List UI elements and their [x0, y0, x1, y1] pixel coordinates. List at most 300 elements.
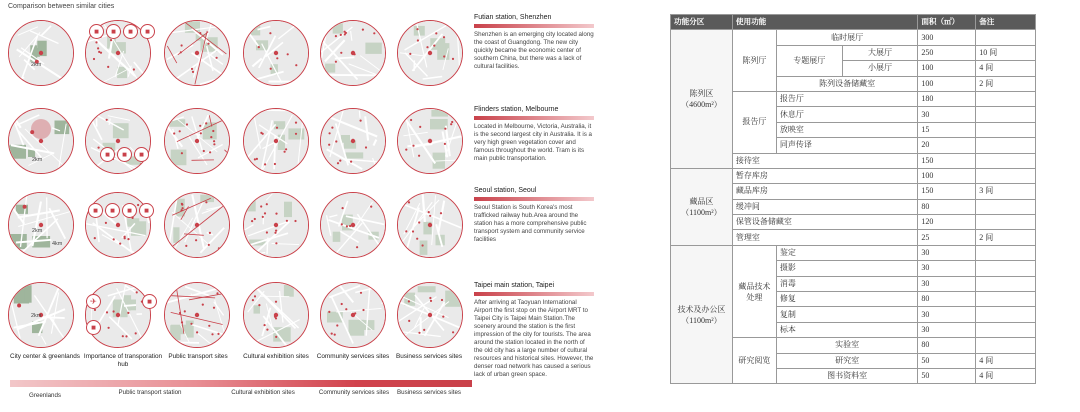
site-dot [216, 292, 218, 294]
area-cell: 250 [918, 45, 976, 60]
site-dot [195, 239, 197, 241]
station-marker [274, 139, 278, 143]
train-icon: ■ [89, 24, 104, 39]
site-dot [450, 123, 452, 125]
city-map [321, 109, 385, 173]
city-map [244, 193, 308, 257]
station-marker [39, 51, 43, 55]
site-dot [133, 68, 135, 70]
site-dot [275, 242, 277, 244]
site-dot [199, 32, 201, 34]
legend-label-greenlands: Greenlands [29, 392, 61, 399]
function-table [670, 14, 1036, 384]
site-dot [342, 207, 344, 209]
city-map-circle [8, 108, 74, 174]
green-patch [420, 241, 428, 255]
legend-label-cultural: Cultural exhibition sites [231, 389, 295, 396]
station-marker [351, 313, 355, 317]
city-block-taipei [474, 281, 594, 379]
area-cell: 300 [918, 30, 976, 45]
site-dot [276, 57, 278, 59]
site-dot [408, 320, 410, 322]
item-cell: 专题展厅 [776, 45, 842, 76]
subway-icon: ■ [122, 203, 137, 218]
site-dot [294, 220, 296, 222]
city-divider [474, 24, 594, 28]
city-map-circle [397, 20, 463, 86]
note-cell [976, 245, 1036, 260]
site-dot [270, 68, 272, 70]
site-dot [199, 125, 201, 127]
site-dot [140, 116, 142, 118]
city-divider [474, 116, 594, 120]
sub-cell: 暂存库房 [732, 168, 917, 183]
site-dot [127, 238, 129, 240]
site-dot [254, 158, 256, 160]
site-dot [136, 291, 138, 293]
green-patch [333, 232, 341, 242]
site-dot [185, 245, 187, 247]
site-dot [418, 155, 420, 157]
site-dot [256, 158, 258, 160]
site-dot [264, 163, 266, 165]
city-name: Taipei main station, Taipei [474, 282, 555, 289]
item-cell: 复制 [776, 307, 917, 322]
table-row [671, 30, 1036, 45]
area-cell: 100 [918, 61, 976, 76]
station-marker [274, 223, 278, 227]
item-cell: 临时展厅 [776, 30, 917, 45]
site-dot [209, 151, 211, 153]
site-dot [336, 324, 338, 326]
note-cell: 4 间 [976, 353, 1036, 368]
city-block-melbourne [474, 105, 594, 163]
site-dot [212, 130, 214, 132]
site-dot [110, 39, 112, 41]
site-dot [180, 51, 182, 53]
city-map-circle [85, 192, 151, 258]
station-marker [428, 313, 432, 317]
site-dot [412, 145, 414, 147]
city-map [165, 283, 229, 347]
site-dot [23, 205, 27, 209]
area-cell: 80 [918, 199, 976, 214]
site-dot [135, 332, 137, 334]
site-dot [181, 204, 183, 206]
road-line [124, 305, 136, 306]
site-dot [93, 58, 95, 60]
site-dot [408, 300, 410, 302]
site-dot [181, 44, 183, 46]
station-marker [39, 223, 43, 227]
city-divider [474, 197, 594, 201]
site-dot [452, 58, 454, 60]
site-dot [433, 45, 435, 47]
road-line [267, 238, 268, 255]
area-cell: 30 [918, 307, 976, 322]
item-cell: 放映室 [776, 122, 917, 137]
tram-icon: ■ [139, 203, 154, 218]
site-dot [441, 299, 443, 301]
site-dot [181, 209, 183, 211]
zone-area: （1100m²） [681, 207, 722, 217]
site-dot [275, 336, 277, 338]
green-patch [445, 291, 462, 307]
site-dot [295, 64, 297, 66]
zone-name: 技术及办公区 [677, 304, 726, 314]
site-dot [254, 295, 256, 297]
site-dot [213, 143, 215, 145]
station-marker [274, 51, 278, 55]
station-marker [195, 51, 199, 55]
distance-label: 2km [32, 228, 43, 234]
green-patch [170, 325, 180, 340]
site-dot [416, 28, 418, 30]
item-cell: 摄影 [776, 261, 917, 276]
station-marker [351, 223, 355, 227]
green-patch [203, 122, 217, 139]
green-patch [431, 110, 448, 117]
site-dot [208, 325, 210, 327]
site-dot [341, 303, 343, 305]
site-dot [443, 36, 445, 38]
site-dot [260, 205, 262, 207]
site-dot [328, 311, 330, 313]
city-map [398, 193, 462, 257]
city-map-circle [164, 192, 230, 258]
site-dot [113, 310, 115, 312]
site-dot [192, 71, 194, 73]
site-dot [329, 132, 331, 134]
site-dot [365, 146, 367, 148]
site-dot [252, 299, 254, 301]
site-dot [331, 127, 333, 129]
site-dot [105, 222, 107, 224]
site-dot [98, 51, 100, 53]
site-dot [418, 221, 420, 223]
site-dot [335, 140, 337, 142]
green-patch [284, 285, 294, 297]
column-label: Cultural exhibition sites [243, 353, 309, 360]
city-description: Located in Melbourne, Victoria, Australia, it is the second largest city in Australia. It is a very high green vegetation cover and famous throughout the world. Tram is its main public transportation. [474, 123, 592, 162]
station-marker [428, 51, 432, 55]
site-dot [266, 329, 268, 331]
site-dot [205, 201, 207, 203]
road-line [252, 110, 295, 111]
green-patch [284, 202, 292, 217]
area-cell: 150 [918, 153, 976, 168]
city-map [165, 109, 229, 173]
site-dot [405, 230, 407, 232]
site-dot [196, 331, 198, 333]
site-dot [209, 232, 211, 234]
city-map-circle [243, 192, 309, 258]
subway-icon: ■ [142, 294, 157, 309]
station-marker [351, 139, 355, 143]
area-cell: 30 [918, 322, 976, 337]
site-dot [124, 236, 126, 238]
city-map-circle [164, 20, 230, 86]
road-line [359, 111, 360, 118]
site-dot [95, 41, 97, 43]
green-patch [171, 150, 187, 166]
site-dot [276, 127, 278, 129]
city-description: Shenzhen is an emerging city located along the coast of Guangdong. The new city quickly became the economic center of southern China, but there was a lack of cultural facilities. [474, 31, 594, 70]
site-dot [106, 311, 108, 313]
note-cell: 2 间 [976, 230, 1036, 245]
sub-cell: 陈列厅 [732, 30, 776, 92]
note-cell: 3 间 [976, 184, 1036, 199]
site-dot [190, 323, 192, 325]
header-zone: 功能分区 [671, 15, 733, 30]
area-cell: 180 [918, 91, 976, 106]
train-icon: ■ [100, 147, 115, 162]
train-icon: ■ [88, 203, 103, 218]
city-map [398, 283, 462, 347]
site-dot [295, 133, 297, 135]
station-marker [428, 139, 432, 143]
legend-label-public-transport: Public transport station [118, 389, 182, 396]
city-map [321, 21, 385, 85]
column-label: Public transport sites [168, 353, 228, 360]
city-map-circle [320, 282, 386, 348]
header-function: 使用功能 [732, 15, 917, 30]
site-dot [203, 150, 205, 152]
distance-label: 2km [31, 313, 42, 319]
site-dot [127, 312, 129, 314]
station-marker [116, 223, 120, 227]
site-dot [426, 46, 428, 48]
station-marker [195, 223, 199, 227]
site-dot [360, 292, 362, 294]
city-map-circle [320, 108, 386, 174]
item-cell: 实验室 [776, 338, 917, 353]
site-dot [328, 144, 330, 146]
sub-cell: 藏品技术处理 [732, 245, 776, 337]
site-dot [113, 238, 115, 240]
station-marker [195, 139, 199, 143]
table-header-row [671, 15, 1036, 30]
city-map-circle [397, 192, 463, 258]
green-patch [200, 195, 214, 202]
note-cell: 10 间 [976, 45, 1036, 60]
table-row [671, 168, 1036, 183]
sub-cell: 研究阅览 [732, 338, 776, 384]
note-cell [976, 261, 1036, 276]
city-map [321, 283, 385, 347]
site-dot [410, 119, 412, 121]
train-icon: ■ [86, 320, 101, 335]
site-dot [269, 32, 271, 34]
distance-label: 2km [32, 157, 43, 163]
detail-cell: 大展厅 [842, 45, 918, 60]
area-cell: 100 [918, 76, 976, 91]
site-dot [181, 321, 183, 323]
city-map-circle [320, 192, 386, 258]
note-cell [976, 215, 1036, 230]
site-dot [428, 211, 430, 213]
note-cell [976, 276, 1036, 291]
site-dot [274, 232, 276, 234]
site-dot [443, 55, 445, 57]
city-map-circle [8, 20, 74, 86]
city-name: Futian station, Shenzhen [474, 14, 552, 21]
city-map [165, 21, 229, 85]
road-line [324, 283, 329, 293]
zone-cell [671, 168, 733, 245]
note-cell [976, 91, 1036, 106]
note-cell [976, 338, 1036, 353]
site-dot [440, 212, 442, 214]
station-marker [351, 51, 355, 55]
site-dot [362, 309, 364, 311]
area-cell: 150 [918, 184, 976, 199]
city-map [9, 193, 73, 257]
site-dot [179, 312, 181, 314]
site-dot [275, 230, 277, 232]
item-cell: 图书资料室 [776, 368, 917, 383]
site-dot [295, 122, 297, 124]
site-dot [122, 335, 124, 337]
city-map-circle [164, 108, 230, 174]
site-dot [429, 215, 431, 217]
city-map [9, 21, 73, 85]
site-dot [208, 244, 210, 246]
column-label: City center & greenlands [10, 353, 80, 360]
note-cell: 4 间 [976, 368, 1036, 383]
area-cell: 30 [918, 276, 976, 291]
city-map [321, 193, 385, 257]
city-map-circle [397, 282, 463, 348]
area-cell: 50 [918, 353, 976, 368]
site-dot [94, 309, 96, 311]
site-dot [340, 34, 342, 36]
area-cell: 80 [918, 292, 976, 307]
zone-area: （4600m²） [681, 100, 722, 110]
note-cell [976, 122, 1036, 137]
city-description: After arriving at Taoyuan International Airport the first stop on the Airport MRT to Taipei City is Taipei Main Station.The scenery around the station is the first impression of the city for tourists. The area around the station located in the north of the old city has a large number of cultural resources and historical sites. However, the denser road network has caused a serious lack of urban green space. [474, 299, 594, 378]
area-cell: 25 [918, 230, 976, 245]
site-dot [106, 119, 108, 121]
tram-icon: ■ [134, 147, 149, 162]
site-dot [202, 304, 204, 306]
note-cell: 4 间 [976, 61, 1036, 76]
note-cell [976, 168, 1036, 183]
site-dot [213, 140, 215, 142]
green-patch [173, 227, 179, 243]
bus-icon: ■ [117, 147, 132, 162]
site-dot [442, 316, 444, 318]
site-dot [416, 238, 418, 240]
site-dot [370, 206, 372, 208]
site-dot [337, 162, 339, 164]
site-dot [429, 297, 431, 299]
site-dot [435, 32, 437, 34]
sub-cell: 接待室 [732, 153, 917, 168]
site-dot [339, 160, 341, 162]
site-dot [266, 203, 268, 205]
area-cell: 120 [918, 215, 976, 230]
note-cell: 2 间 [976, 76, 1036, 91]
column-label: Business services sites [395, 353, 463, 360]
header-note: 备注 [976, 15, 1036, 30]
site-dot [451, 121, 453, 123]
green-patch [55, 121, 70, 135]
site-dot [94, 237, 96, 239]
site-dot [266, 231, 268, 233]
site-dot [181, 152, 183, 154]
city-map [86, 109, 150, 173]
site-dot [417, 39, 419, 41]
site-dot [275, 301, 277, 303]
site-dot [260, 132, 262, 134]
column-label: Community services sites [316, 353, 390, 360]
green-patch [25, 285, 32, 303]
site-dot [356, 246, 358, 248]
site-dot [251, 220, 253, 222]
station-marker [39, 139, 43, 143]
item-cell: 消毒 [776, 276, 917, 291]
site-dot [218, 247, 220, 249]
area-cell: 30 [918, 107, 976, 122]
green-patch [247, 195, 256, 212]
city-map-circle [320, 20, 386, 86]
site-dot [140, 163, 142, 165]
site-dot [173, 132, 175, 134]
note-cell [976, 107, 1036, 122]
site-dot [213, 307, 215, 309]
city-map-circle [243, 282, 309, 348]
site-dot [264, 324, 266, 326]
site-dot [119, 243, 121, 245]
site-dot [207, 43, 209, 45]
city-map [244, 109, 308, 173]
site-dot [262, 216, 264, 218]
site-dot [345, 308, 347, 310]
site-dot [334, 334, 336, 336]
site-dot [430, 300, 432, 302]
zone-area: （1100m²） [681, 315, 722, 325]
tram-icon: ■ [140, 24, 155, 39]
table-row [671, 245, 1036, 260]
site-dot [331, 333, 333, 335]
page-title: Comparison between similar cities [8, 3, 115, 10]
green-patch [325, 64, 335, 73]
site-dot [137, 204, 139, 206]
airplane-icon: ✈ [86, 294, 101, 309]
area-cell: 20 [918, 138, 976, 153]
site-dot [362, 29, 364, 31]
site-dot [360, 120, 362, 122]
city-map-circle [243, 20, 309, 86]
site-dot [17, 304, 21, 308]
item-cell: 报告厅 [776, 91, 917, 106]
bus-icon: ■ [106, 24, 121, 39]
city-block-shenzhen [474, 13, 594, 71]
site-dot [254, 218, 256, 220]
site-dot [275, 213, 277, 215]
sub-cell: 管理室 [732, 230, 917, 245]
zone-cell [671, 245, 733, 384]
item-cell: 研究室 [776, 353, 917, 368]
city-map [165, 193, 229, 257]
city-block-seoul [474, 186, 594, 244]
site-dot [408, 201, 410, 203]
city-map-circle [85, 108, 151, 174]
site-dot [409, 53, 411, 55]
station-marker [116, 139, 120, 143]
zone-cell [671, 30, 733, 169]
